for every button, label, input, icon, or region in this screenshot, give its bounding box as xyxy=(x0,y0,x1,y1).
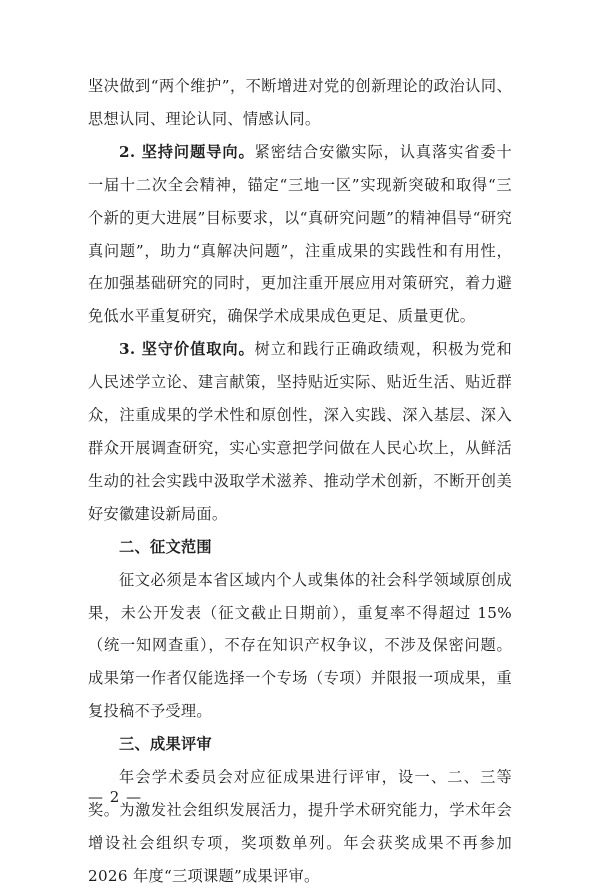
paragraph-problem-orientation xyxy=(88,136,512,333)
item-lead-3: 3. 坚守价值取向。 xyxy=(119,340,255,359)
document-body xyxy=(88,70,512,893)
item-body-3: 树立和践行正确政绩观，积极为党和人民述学立论、建言献策，坚持贴近实际、贴近生活、贴近群众，注重成果的学术性和原创性，深入实践、深入基层、深入群众开展调查研究，实心实意把学问做在人民心坎上，从鲜活生动的社会实践中汲取学术滋养、推动学术创新，不断开创美好安徽建设新局面。 xyxy=(88,340,512,523)
section-heading-review: 三、成果评审 xyxy=(119,735,212,754)
paragraph-continued: 坚决做到“两个维护”，不断增进对党的创新理论的政治认同、思想认同、理论认同、情感认同。 xyxy=(88,77,512,128)
paragraph-review: 年会学术委员会对应征成果进行评审，设一、二、三等奖。为激发社会组织发展活力，提升学术研究能力，学术年会增设社会组织专项，奖项数单列。年会获奖成果不再参加 2026 年度“三项课题”成果评审。 xyxy=(88,768,512,885)
section-heading-scope: 二、征文范围 xyxy=(119,537,212,556)
paragraph-value-orientation xyxy=(88,333,512,530)
page-number: — 2 — xyxy=(88,788,143,806)
paragraph-scope: 征文必须是本省区域内个人或集体的社会科学领域原创成果，未公开发表（征文截止日期前），重复率不得超过 15%（统一知网查重），不存在知识产权争议，不涉及保密问题。成果第一作者仅能选择一个专场（专项）并限报一项成果，重复投稿不予受理。 xyxy=(88,570,512,721)
item-lead-2: 2. 坚持问题导向。 xyxy=(119,142,255,161)
item-body-2: 紧密结合安徽实际，认真落实省委十一届十二次全会精神，锚定“三地一区”实现新突破和取得“三个新的更大进展”目标要求，以“真研究问题”的精神倡导“研究真问题”，助力“真解决问题”，注重成果的实践性和有用性，在加强基础研究的同时，更加注重开展应用对策研究，着力避免低水平重复研究，确保学术成果成色更足、质量更优。 xyxy=(88,142,512,326)
